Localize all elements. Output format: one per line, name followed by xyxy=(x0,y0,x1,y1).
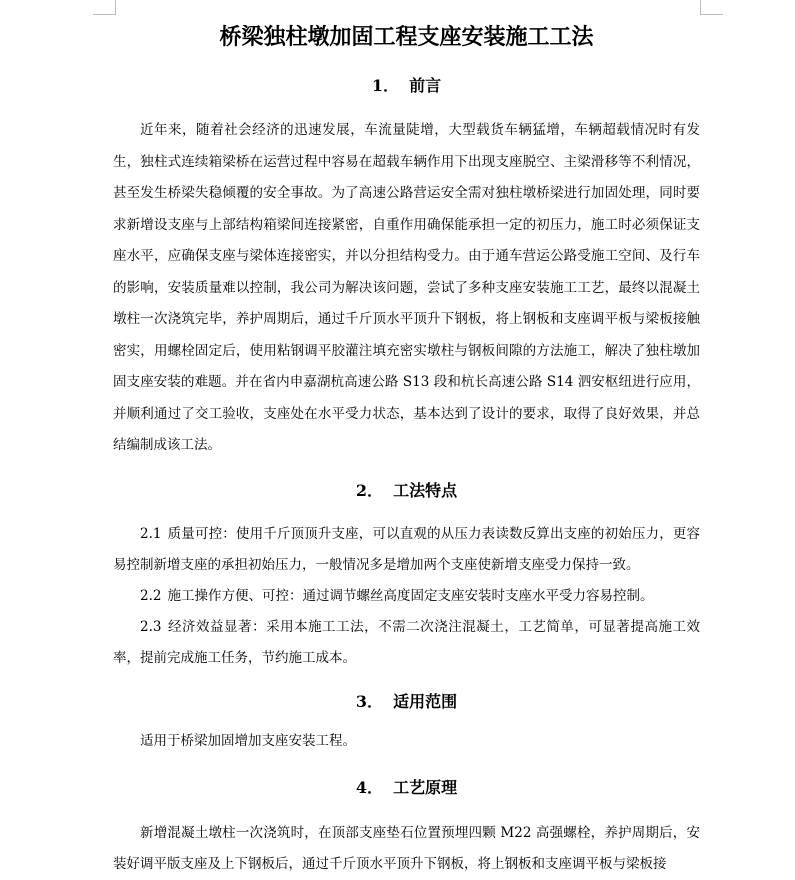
features-list xyxy=(113,519,700,674)
section-title: 工法特点 xyxy=(393,480,458,500)
feature-text: 质量可控：使用千斤顶顶升支座，可以直观的从压力表读数反算出支座的初始压力，更容易控制新增支座的承担初始压力，一般情况多是增加两个支座使新增支座受力保持一致。 xyxy=(113,525,700,573)
section-number: 1． xyxy=(371,76,400,95)
document-page xyxy=(113,18,700,880)
section-number: 4． xyxy=(355,777,384,797)
feature-number: 2.1 xyxy=(140,525,162,542)
section-heading-preface xyxy=(113,69,700,103)
feature-item xyxy=(113,612,700,674)
principle-paragraph: 新增混凝土墩柱一次浇筑时，在顶部支座垫石位置预埋四颗 M22 高强螺栓，养护周期后，安装好调平版支座及上下钢板后，通过千斤顶水平顶升下钢板，将上钢板和支座调平板与梁板接 xyxy=(113,824,700,872)
section-number: 3． xyxy=(355,691,384,711)
preface-paragraph: 近年来，随着社会经济的迅速发展，车流量陡增，大型载货车辆猛增，车辆超载情况时有发生，独柱式连续箱梁桥在运营过程中容易在超载车辆作用下出现支座脱空、主梁滑移等不利情况，甚至发生桥梁失稳倾覆的安全事故。为了高速公路营运安全需对独柱墩桥梁进行加固处理，同时要求新增设支座与上部结构箱梁间连接紧密，自重作用确保能承担一定的初压力，施工时必须保证支座水平，应确保支座与梁体连接密实，并以分担结构受力。由于通车营运公路受施工空间、及行车的影响，安装质量难以控制，我公司为解决该问题，尝试了多种支座安装施工工艺，最终以混凝土墩柱一次浇筑完毕，养护周期后，通过千斤顶水平顶升下钢板，将上钢板和支座调平板与梁板接触密实，用螺栓固定后，使用粘钢调平胶灌注填充密实墩柱与钢板间隙的方法施工，解决了独柱墩加固支座安装的难题。并在省内申嘉湖杭高速公路 S13 段和杭长高速公路 S14 泗安枢纽进行应用，并顺利通过了交工验收，支座处在水平受力状态，基本达到了设计的要求，取得了良好效果，并总结编制成该工法。 xyxy=(113,122,700,453)
feature-text: 施工操作方便、可控：通过调节螺丝高度固定支座安装时支座水平受力容易控制。 xyxy=(167,587,654,604)
feature-item xyxy=(113,581,700,612)
section-heading-scope xyxy=(113,685,700,719)
feature-number: 2.2 xyxy=(140,587,162,604)
document-title: 桥梁独柱墩加固工程支座安装施工工法 xyxy=(219,24,594,50)
section-heading-principle xyxy=(113,771,700,805)
scope-paragraph: 适用于桥梁加固增加支座安装工程。 xyxy=(140,732,356,749)
feature-text: 经济效益显著：采用本施工工法，不需二次浇注混凝土，工艺简单，可显著提高施工效率，提前完成施工任务，节约施工成本。 xyxy=(113,618,700,666)
page-corner-mark-right xyxy=(700,0,723,15)
section-title: 工艺原理 xyxy=(393,777,458,797)
feature-item xyxy=(113,519,700,581)
section-title: 适用范围 xyxy=(393,691,458,711)
section-number: 2． xyxy=(355,480,384,500)
section-title: 前言 xyxy=(409,76,442,95)
feature-number: 2.3 xyxy=(140,618,162,635)
section-heading-features xyxy=(113,474,700,508)
page-corner-mark-left xyxy=(93,0,116,15)
